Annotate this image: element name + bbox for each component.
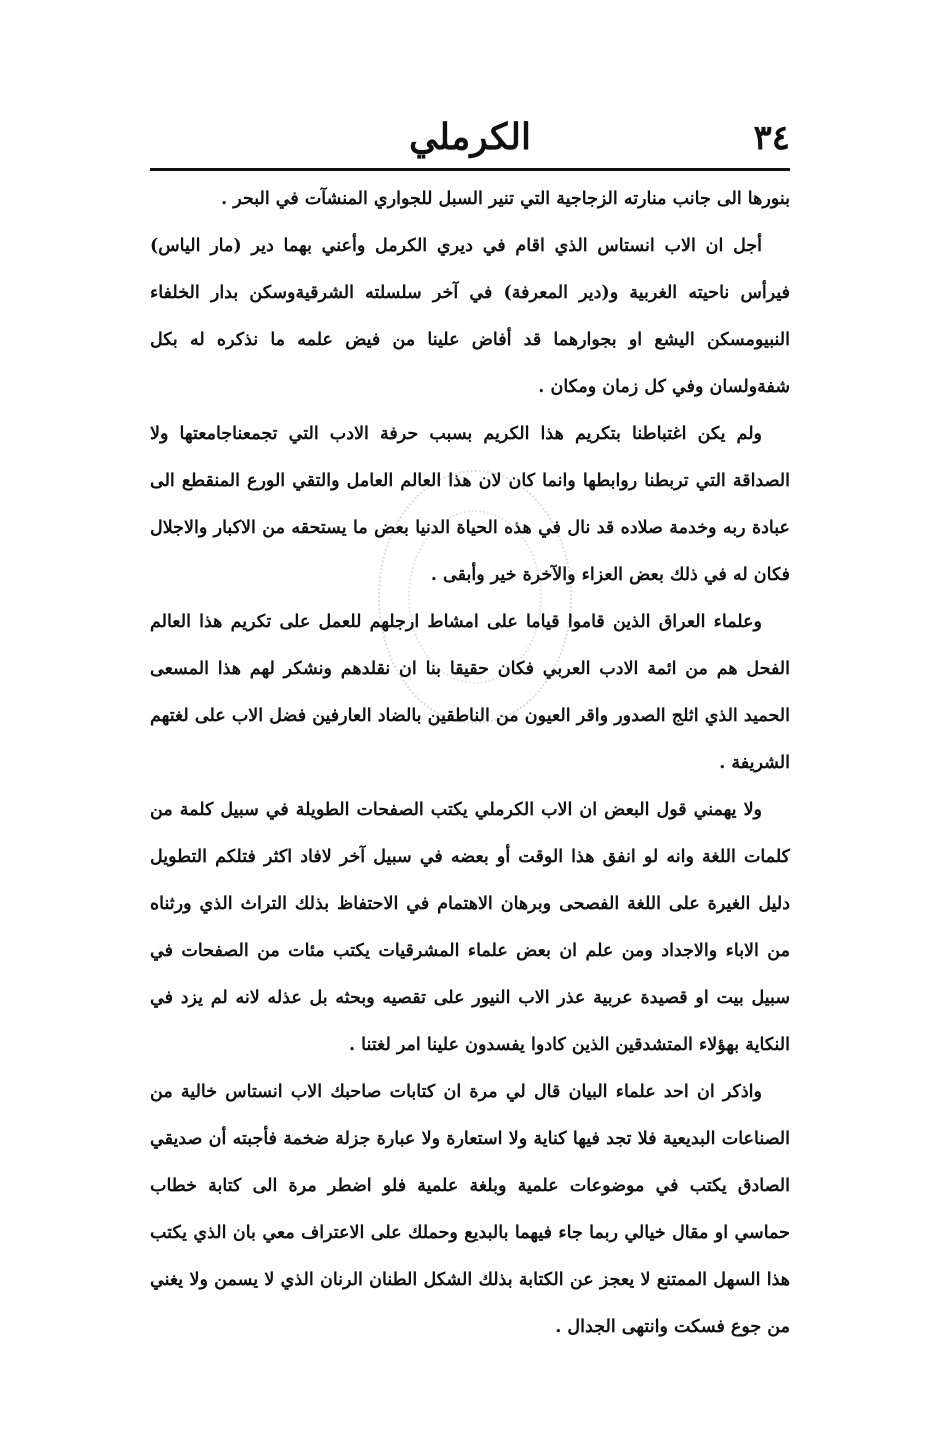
paragraph: أجل ان الاب انستاس الذي اقام في ديري الكرمل وأعني بهما دير (مار الياس) فيرأس ناحيته الغربية و(دير المعرفة) في آخر سلسلته الشرقيةوسكن بدار الخلفاء النبيومسكن اليشع او بجوارهما قد أفاض علينا من فيض علمه ما نذكره له بكل شفةولسان وفي كل زمان ومكان .	[150, 236, 790, 397]
page-number: ٣٤	[753, 118, 790, 158]
paragraph: وعلماء العراق الذين قاموا قياما على امشاط ارجلهم للعمل على تكريم هذا العالم الفحل هم من ائمة الادب العربي فكان حقيقا بنا ان نقلدهم ونشكر لهم هذا المسعى الحميد الذي اثلج الصدور واقر العيون من الناطقين بالضاد العارفين فضل الاب على لغتهم الشريفة .	[150, 612, 790, 773]
paragraph: ولا يهمني قول البعض ان الاب الكرملي يكتب الصفحات الطويلة في سبيل كلمة من كلمات اللغة وانه لو انفق هذا الوقت أو بعضه في سبيل آخر لافاد اكثر فتلكم التطويل دليل الغيرة على اللغة الفصحى وبرهان الاهتمام في الاحتفاظ بذلك التراث الذي ورثناه من الاباء والاجداد ومن علم ان بعض علماء المشرقيات يكتب مئات من الصفحات في سبيل بيت او قصيدة عربية عذر الاب النيور على تقصيه وبحثه بل عذله لانه لم يزد في النكاية بهؤلاء المتشدقين الذين كادوا يفسدون علينا امر لغتنا .	[150, 800, 790, 1055]
running-title: الكرملي	[409, 116, 531, 158]
page-header	[150, 108, 790, 168]
paragraph: ولم يكن اغتباطنا بتكريم هذا الكريم بسبب حرفة الادب التي تجمعناجامعتها ولا الصداقة التي تربطنا روابطها وانما كان لان هذا العالم العامل والتقي الورع المنقطع الى عبادة ربه وخدمة صلاده قد نال في هذه الحياة الدنيا بعض ما يستحقه من الاكبار والاجلال فكان له في ذلك بعض العزاء والآخرة خير وأبقى .	[150, 424, 790, 585]
header-rule	[150, 168, 790, 171]
body-text	[150, 176, 790, 1351]
paragraph: واذكر ان احد علماء البيان قال لي مرة ان كتابات صاحبك الاب انستاس خالية من الصناعات البديعية فلا تجد فيها كناية ولا استعارة ولا عبارة جزلة ضخمة فأجبته أن صديقي الصادق يكتب في موضوعات علمية وبلغة علمية فلو اضطر مرة الى كتابة خطاب حماسي او مقال خيالي ربما جاء فيهما بالبديع وحملك على الاعتراف معي بان الذي يكتب هذا السهل الممتنع لا يعجز عن الكتابة بذلك الشكل الطنان الرنان الذي لا يسمن ولا يغني من جوع فسكت وانتهى الجدال .	[150, 1082, 790, 1337]
paragraph: بنورها الى جانب منارته الزجاجية التي تنير السبل للجواري المنشآت في البحر .	[221, 189, 790, 209]
